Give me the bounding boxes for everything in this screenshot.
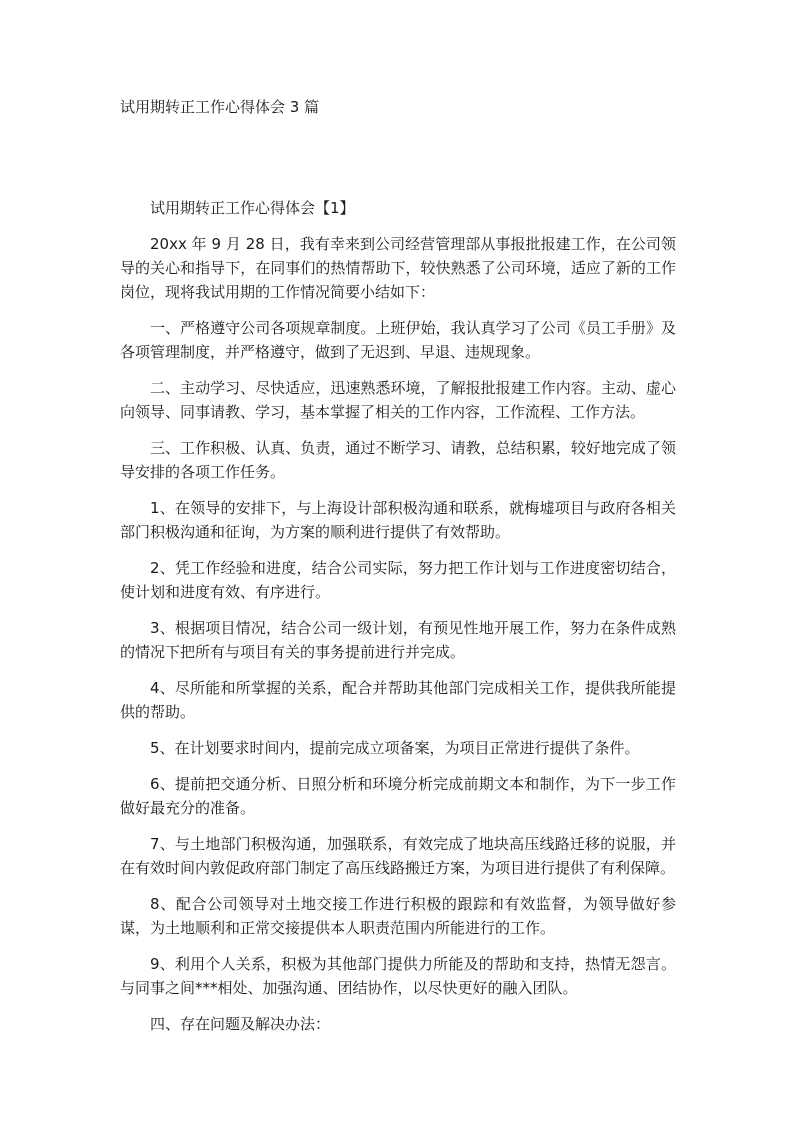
- body-paragraph: 四、存在问题及解决办法：: [150, 1015, 331, 1033]
- body-paragraph: 1、在领导的安排下，与上海设计部积极沟通和联系，就梅墟项目与政府各相关部门积极沟通和征询，为方案的顺利进行提供了有效帮助。: [120, 499, 676, 541]
- body-paragraph: 一、严格遵守公司各项规章制度。上班伊始，我认真学习了公司《员工手册》及各项管理制度，并严格遵守，做到了无迟到、早退、违规现象。: [120, 319, 676, 361]
- body-paragraph: 二、主动学习、尽快适应，迅速熟悉环境，了解报批报建工作内容。主动、虚心向领导、同事请教、学习，基本掌握了相关的工作内容，工作流程、工作方法。: [120, 379, 676, 421]
- body-paragraph: 7、与土地部门积极沟通，加强联系，有效完成了地块高压线路迁移的说服，并在有效时间内敦促政府部门制定了高压线路搬迁方案，为项目进行提供了有利保障。: [120, 835, 676, 877]
- body-paragraph: 3、根据项目情况，结合公司一级计划，有预见性地开展工作，努力在条件成熟的情况下把所有与项目有关的事务提前进行并完成。: [120, 619, 676, 661]
- body-paragraph: 8、配合公司领导对土地交接工作进行积极的跟踪和有效监督，为领导做好参谋，为土地顺利和正常交接提供本人职责范围内所能进行的工作。: [120, 895, 676, 937]
- body-paragraph: 9、利用个人关系，积极为其他部门提供力所能及的帮助和支持，热情无怨言。与同事之间***相处、加强沟通、团结协作，以尽快更好的融入团队。: [120, 955, 676, 997]
- body-paragraph: 2、凭工作经验和进度，结合公司实际，努力把工作计划与工作进度密切结合，使计划和进度有效、有序进行。: [120, 559, 676, 601]
- body-paragraph: 4、尽所能和所掌握的关系，配合并帮助其他部门完成相关工作，提供我所能提供的帮助。: [120, 679, 676, 721]
- body-paragraph: 20xx 年 9 月 28 日，我有幸来到公司经营管理部从事报批报建工作，在公司领导的关心和指导下，在同事们的热情帮助下，较快熟悉了公司环境，适应了新的工作岗位，现将我试用期的工作情况简要小结如下：: [120, 235, 676, 301]
- body-paragraph: 5、在计划要求时间内，提前完成立项备案，为项目正常进行提供了条件。: [150, 739, 640, 757]
- body-paragraph: 6、提前把交通分析、日照分析和环境分析完成前期文本和制作，为下一步工作做好最充分的准备。: [120, 775, 676, 817]
- document-body: [120, 196, 676, 1048]
- body-paragraph: 三、工作积极、认真、负责，通过不断学习、请教，总结积累，较好地完成了领导安排的各项工作任务。: [120, 439, 676, 481]
- document-title: 试用期转正工作心得体会 3 篇: [120, 98, 320, 116]
- section-heading: 试用期转正工作心得体会【1】: [150, 199, 355, 217]
